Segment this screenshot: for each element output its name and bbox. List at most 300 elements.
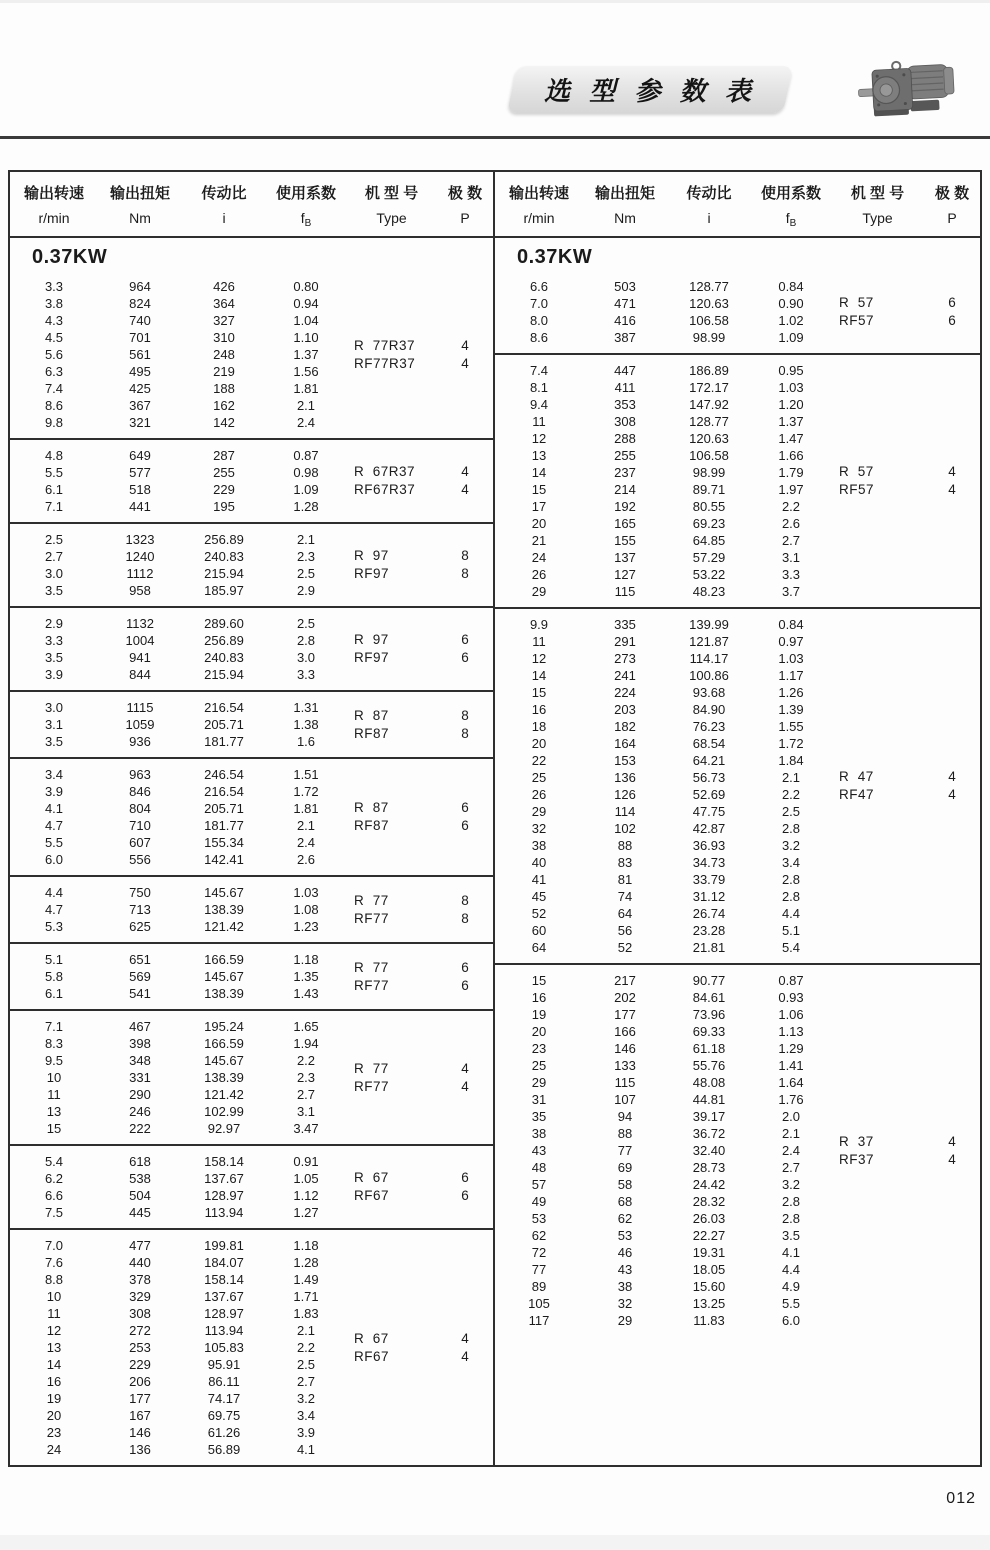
cell-ratio: 28.73 (692, 1160, 726, 1175)
cell-service-factor: 2.2 (781, 787, 801, 802)
cell-service-factor: 3.3 (781, 567, 801, 582)
cell-speed: 62 (531, 1228, 547, 1243)
cell-ratio: 137.67 (204, 1171, 244, 1186)
cell-service-factor: 1.51 (293, 767, 319, 782)
pole-count: 4 (461, 337, 469, 353)
table-block (10, 942, 493, 1009)
cell-ratio: 92.97 (207, 1121, 241, 1136)
cell-service-factor: 1.03 (778, 380, 804, 395)
table-row (495, 1193, 831, 1210)
pole-count-group (437, 951, 493, 1002)
cell-speed: 7.1 (44, 499, 64, 514)
cell-torque: 607 (129, 835, 151, 850)
table-row (10, 918, 346, 935)
model-type-label: R 87 (354, 800, 389, 815)
cell-service-factor: 5.4 (781, 940, 801, 955)
cell-ratio: 90.77 (692, 973, 726, 988)
cell-torque: 1112 (126, 566, 154, 581)
table-row (10, 834, 346, 851)
pole-count: 6 (461, 977, 469, 993)
model-type-label: RF57 (839, 313, 875, 328)
cell-ratio: 68.54 (692, 736, 726, 751)
cell-torque: 43 (617, 1262, 633, 1277)
cell-ratio: 106.58 (689, 313, 729, 328)
cell-ratio: 142 (213, 415, 235, 430)
cell-service-factor: 1.81 (293, 801, 319, 816)
cell-ratio: 61.18 (692, 1041, 726, 1056)
cell-speed: 3.3 (44, 633, 64, 648)
cell-speed: 9.4 (529, 397, 549, 412)
pole-count: 4 (461, 355, 469, 371)
cell-ratio: 48.23 (692, 584, 726, 599)
unit-torque: Nm (129, 210, 151, 226)
cell-ratio: 120.63 (689, 431, 729, 446)
cell-speed: 20 (531, 1024, 547, 1039)
col-header-output-torque: 输出扭矩 (594, 185, 655, 202)
model-type-label: R 77 (354, 959, 389, 975)
cell-torque: 335 (614, 617, 636, 632)
cell-torque: 56 (617, 923, 633, 938)
cell-ratio: 26.74 (692, 906, 726, 921)
cell-torque: 107 (614, 1092, 636, 1107)
cell-service-factor: 1.66 (778, 448, 804, 463)
cell-service-factor: 2.1 (296, 818, 316, 833)
cell-speed: 3.0 (44, 566, 64, 581)
cell-ratio: 33.79 (692, 872, 726, 887)
table-row (495, 735, 831, 752)
cell-speed: 6.0 (44, 852, 64, 867)
col-header-output-torque: 输出扭矩 (109, 185, 170, 202)
cell-speed: 7.4 (529, 363, 549, 378)
cell-speed: 10 (46, 1070, 62, 1085)
cell-service-factor: 3.7 (781, 584, 801, 599)
unit-ratio: i (222, 210, 226, 226)
cell-torque: 88 (617, 1126, 633, 1141)
cell-ratio: 84.61 (692, 990, 726, 1005)
cell-service-factor: 1.23 (293, 919, 319, 934)
table-row (10, 851, 346, 868)
cell-ratio: 53.22 (692, 567, 726, 582)
table-row (10, 414, 346, 431)
cell-torque: 246 (129, 1104, 151, 1119)
cell-speed: 26 (531, 787, 547, 802)
cell-speed: 13 (46, 1340, 62, 1355)
cell-ratio: 128.77 (689, 279, 729, 294)
cell-speed: 8.0 (529, 313, 549, 328)
cell-service-factor: 1.37 (293, 347, 319, 362)
col-header-service-factor: 使用系数 (275, 185, 336, 202)
pole-count: 4 (461, 464, 469, 479)
cell-torque: 710 (129, 818, 151, 833)
table-row (495, 633, 831, 650)
cell-service-factor: 1.6 (296, 734, 316, 749)
cell-torque: 74 (617, 889, 633, 904)
cell-speed: 60 (531, 923, 547, 938)
cell-ratio: 36.72 (692, 1126, 726, 1141)
cell-torque: 445 (129, 1205, 151, 1220)
cell-service-factor: 1.97 (778, 482, 804, 497)
table-row (495, 1125, 831, 1142)
cell-ratio: 138.39 (204, 902, 244, 917)
cell-ratio: 42.87 (692, 821, 726, 836)
table-row (10, 565, 346, 582)
cell-torque: 844 (129, 667, 151, 682)
cell-torque: 440 (129, 1255, 151, 1270)
table-row (495, 1312, 831, 1329)
cell-ratio: 139.99 (689, 617, 729, 632)
pole-count: 8 (461, 892, 469, 908)
cell-speed: 12 (531, 431, 547, 446)
cell-ratio: 158.14 (204, 1154, 244, 1169)
table-row (495, 701, 831, 718)
cell-speed: 5.1 (44, 952, 64, 967)
cell-speed: 20 (531, 516, 547, 531)
cell-torque: 38 (617, 1279, 633, 1294)
table-row (495, 888, 831, 905)
cell-torque: 136 (614, 770, 636, 785)
cell-torque: 308 (129, 1306, 151, 1321)
cell-ratio: 56.73 (692, 770, 726, 785)
pole-count: 6 (461, 1170, 469, 1185)
cell-ratio: 128.97 (204, 1188, 244, 1203)
cell-speed: 8.3 (44, 1036, 64, 1051)
cell-ratio: 310 (213, 330, 235, 345)
cell-ratio: 205.71 (204, 717, 244, 732)
cell-speed: 3.1 (44, 717, 64, 732)
cell-service-factor: 2.5 (296, 616, 316, 631)
cell-speed: 14 (531, 465, 547, 480)
cell-ratio: 147.92 (689, 397, 729, 412)
table-row (10, 1254, 346, 1271)
cell-service-factor: 1.27 (293, 1205, 319, 1220)
cell-ratio: 162 (213, 398, 235, 413)
unit-service-factor: $f_B$ (785, 210, 797, 229)
cell-speed: 29 (531, 584, 547, 599)
cell-speed: 4.4 (44, 885, 64, 900)
table-row (10, 716, 346, 733)
cell-service-factor: 1.47 (778, 431, 804, 446)
cell-torque: 958 (129, 583, 151, 598)
table-row (10, 1424, 346, 1441)
table-row (10, 1339, 346, 1356)
model-type-label: RF77R37 (354, 355, 416, 371)
col-header-poles: 极 数 (934, 185, 970, 202)
model-type-group (831, 362, 924, 600)
cell-speed: 4.7 (44, 818, 64, 833)
cell-speed: 25 (531, 1058, 547, 1073)
table-row (10, 1356, 346, 1373)
cell-speed: 7.5 (44, 1205, 64, 1220)
pole-count: 6 (461, 818, 469, 833)
cell-service-factor: 0.84 (778, 617, 804, 632)
cell-speed: 49 (531, 1194, 547, 1209)
cell-torque: 378 (129, 1272, 151, 1287)
cell-service-factor: 1.09 (293, 482, 319, 497)
table-row (495, 667, 831, 684)
cell-torque: 273 (614, 651, 636, 666)
table-row (10, 632, 346, 649)
pole-count: 4 (948, 464, 956, 479)
model-type-group (831, 278, 924, 346)
cell-service-factor: 2.6 (296, 852, 316, 867)
cell-speed: 4.7 (44, 902, 64, 917)
cell-torque: 29 (617, 1313, 633, 1328)
cell-ratio: 426 (213, 279, 235, 294)
table-row (495, 464, 831, 481)
cell-ratio: 89.71 (692, 482, 726, 497)
table-row (495, 566, 831, 583)
cell-torque: 81 (617, 872, 633, 887)
cell-torque: 237 (614, 465, 636, 480)
cell-speed: 7.0 (44, 1238, 64, 1253)
table-row (10, 968, 346, 985)
cell-speed: 12 (531, 651, 547, 666)
cell-service-factor: 1.35 (293, 969, 319, 984)
cell-torque: 441 (129, 499, 151, 514)
model-type-label: RF77 (354, 910, 390, 926)
cell-service-factor: 1.12 (293, 1188, 319, 1203)
cell-torque: 471 (614, 296, 636, 311)
cell-speed: 9.9 (529, 617, 549, 632)
table-row (10, 1170, 346, 1187)
cell-torque: 964 (129, 279, 151, 294)
table-row (495, 278, 831, 295)
cell-torque: 167 (129, 1408, 151, 1423)
cell-torque: 241 (614, 668, 636, 683)
cell-service-factor: 1.38 (293, 717, 319, 732)
cell-torque: 32 (617, 1296, 633, 1311)
cell-service-factor: 1.06 (778, 1007, 804, 1022)
cell-speed: 6.6 (529, 279, 549, 294)
table-row (495, 786, 831, 803)
pole-count: 6 (461, 959, 469, 975)
cell-torque: 182 (614, 719, 636, 734)
model-type-group (346, 447, 437, 515)
cell-service-factor: 2.4 (296, 835, 316, 850)
cell-ratio: 64.85 (692, 533, 726, 548)
cell-torque: 411 (614, 380, 636, 395)
cell-service-factor: 2.2 (296, 1053, 316, 1068)
cell-torque: 53 (617, 1228, 633, 1243)
cell-torque: 177 (614, 1007, 636, 1022)
model-type-label: RF37 (839, 1151, 875, 1167)
table-block (495, 607, 980, 963)
cell-torque: 206 (129, 1374, 151, 1389)
cell-ratio: 287 (213, 448, 235, 463)
cell-torque: 133 (614, 1058, 636, 1073)
cell-torque: 126 (614, 787, 636, 802)
page-bottom-edge (0, 1535, 990, 1550)
cell-speed: 11 (47, 1087, 61, 1102)
table-row (495, 498, 831, 515)
cell-service-factor: 2.8 (296, 633, 316, 648)
col-header-output-speed: 输出转速 (508, 185, 569, 202)
cell-service-factor: 1.13 (778, 1024, 804, 1039)
cell-torque: 804 (129, 801, 151, 816)
cell-service-factor: 1.05 (293, 1171, 319, 1186)
model-type-group (346, 531, 437, 599)
cell-ratio: 138.39 (204, 986, 244, 1001)
unit-speed: r/min (38, 210, 70, 226)
cell-service-factor: 3.0 (296, 650, 316, 665)
cell-service-factor: 1.29 (778, 1041, 804, 1056)
cell-ratio: 69.75 (207, 1408, 241, 1423)
cell-ratio: 155.34 (204, 835, 244, 850)
cell-speed: 19 (531, 1007, 547, 1022)
table-row (10, 1305, 346, 1322)
cell-ratio: 86.11 (208, 1374, 240, 1389)
cell-speed: 3.8 (44, 296, 64, 311)
cell-ratio: 98.99 (692, 465, 726, 480)
pole-count-group (437, 278, 493, 431)
cell-ratio: 195 (213, 499, 235, 514)
cell-speed: 52 (531, 906, 547, 921)
cell-ratio: 188 (213, 381, 235, 396)
model-type-label: RF67 (354, 1348, 390, 1364)
cell-torque: 649 (129, 448, 151, 463)
cell-speed: 22 (531, 753, 547, 768)
table-row (10, 582, 346, 599)
cell-speed: 89 (531, 1279, 547, 1294)
pole-count: 8 (461, 566, 469, 581)
model-type-group (346, 278, 437, 431)
table-row (495, 1227, 831, 1244)
cell-speed: 24 (531, 550, 547, 565)
model-type-label: R 87 (354, 707, 389, 723)
cell-ratio: 73.96 (692, 1007, 726, 1022)
cell-speed: 2.5 (44, 532, 64, 547)
cell-torque: 291 (614, 634, 636, 649)
cell-ratio: 113.94 (204, 1323, 244, 1338)
table-row (10, 884, 346, 901)
model-type-label: R 77R37 (354, 337, 416, 353)
cell-service-factor: 3.4 (781, 855, 801, 870)
cell-ratio: 195.24 (204, 1019, 244, 1034)
cell-ratio: 128.97 (204, 1306, 244, 1321)
pole-count: 4 (461, 1060, 469, 1076)
cell-speed: 19 (46, 1391, 62, 1406)
table-row (495, 1023, 831, 1040)
pole-count-group (437, 766, 493, 868)
cell-torque: 146 (129, 1425, 151, 1440)
unit-speed: r/min (523, 210, 555, 226)
cell-ratio: 166.59 (204, 1036, 244, 1051)
cell-torque: 329 (129, 1289, 151, 1304)
table-row (495, 871, 831, 888)
table-row (495, 447, 831, 464)
power-rating-heading: 0.37KW (517, 246, 593, 268)
cell-ratio: 172.17 (689, 380, 729, 395)
cell-ratio: 219 (213, 364, 235, 379)
cell-ratio: 26.03 (692, 1211, 726, 1226)
cell-ratio: 57.29 (692, 550, 726, 565)
cell-service-factor: 1.41 (778, 1058, 804, 1073)
cell-service-factor: 3.2 (296, 1391, 316, 1406)
table-row (10, 1187, 346, 1204)
cell-ratio: 19.31 (692, 1245, 726, 1260)
cell-torque: 387 (614, 330, 636, 345)
table-block (495, 271, 980, 353)
unit-torque: Nm (614, 210, 636, 226)
cell-torque: 348 (129, 1053, 151, 1068)
table-row (495, 972, 831, 989)
model-type-label: RF87 (354, 725, 390, 741)
cell-service-factor: 1.04 (293, 313, 319, 328)
table-row (495, 803, 831, 820)
pole-count: 6 (461, 632, 469, 647)
cell-ratio: 48.08 (692, 1075, 726, 1090)
table-row (10, 1035, 346, 1052)
cell-torque: 750 (129, 885, 151, 900)
table-row (495, 1006, 831, 1023)
cell-ratio: 22.27 (692, 1228, 726, 1243)
model-type-label: R 47 (839, 769, 874, 784)
cell-ratio: 216.54 (204, 784, 244, 799)
cell-speed: 35 (531, 1109, 547, 1124)
cell-service-factor: 5.1 (781, 923, 801, 938)
table-block (10, 522, 493, 606)
cell-speed: 7.4 (44, 381, 64, 396)
cell-service-factor: 5.5 (781, 1296, 801, 1311)
cell-service-factor: 2.4 (781, 1143, 801, 1158)
cell-service-factor: 2.8 (781, 889, 801, 904)
cell-ratio: 181.77 (204, 818, 244, 833)
cell-torque: 477 (129, 1238, 151, 1253)
table-block (10, 271, 493, 438)
cell-torque: 625 (129, 919, 151, 934)
cell-speed: 10 (46, 1289, 62, 1304)
cell-torque: 701 (129, 330, 151, 345)
col-header-ratio: 传动比 (201, 185, 247, 202)
cell-torque: 83 (617, 855, 633, 870)
table-row (495, 1210, 831, 1227)
cell-ratio: 256.89 (204, 633, 244, 648)
cell-speed: 29 (531, 1075, 547, 1090)
cell-service-factor: 2.5 (296, 1357, 316, 1372)
cell-ratio: 128.77 (689, 414, 729, 429)
cell-service-factor: 1.26 (778, 685, 804, 700)
cell-torque: 58 (617, 1177, 633, 1192)
cell-torque: 1004 (125, 633, 155, 648)
pole-count: 4 (461, 1078, 469, 1094)
table-row (10, 649, 346, 666)
cell-service-factor: 2.7 (296, 1087, 316, 1102)
table-row (10, 278, 346, 295)
cell-speed: 4.5 (44, 330, 64, 345)
table-row (10, 766, 346, 783)
cell-speed: 77 (531, 1262, 547, 1277)
pole-count: 6 (948, 313, 956, 328)
cell-service-factor: 0.93 (778, 990, 804, 1005)
table-header-left (10, 172, 493, 238)
cell-torque: 504 (129, 1188, 151, 1203)
table-row (495, 837, 831, 854)
cell-service-factor: 1.55 (778, 719, 804, 734)
cell-torque: 824 (129, 296, 151, 311)
cell-service-factor: 0.91 (293, 1154, 319, 1169)
cell-ratio: 55.76 (692, 1058, 726, 1073)
cell-speed: 7.0 (529, 296, 549, 311)
pole-count: 8 (461, 910, 469, 926)
cell-speed: 117 (528, 1313, 550, 1328)
cell-speed: 18 (531, 719, 547, 734)
cell-torque: 46 (617, 1245, 633, 1260)
unit-ratio: i (707, 210, 711, 226)
cell-service-factor: 1.64 (778, 1075, 804, 1090)
cell-speed: 8.8 (44, 1272, 64, 1287)
cell-torque: 1240 (125, 549, 155, 564)
cell-ratio: 145.67 (204, 1053, 244, 1068)
